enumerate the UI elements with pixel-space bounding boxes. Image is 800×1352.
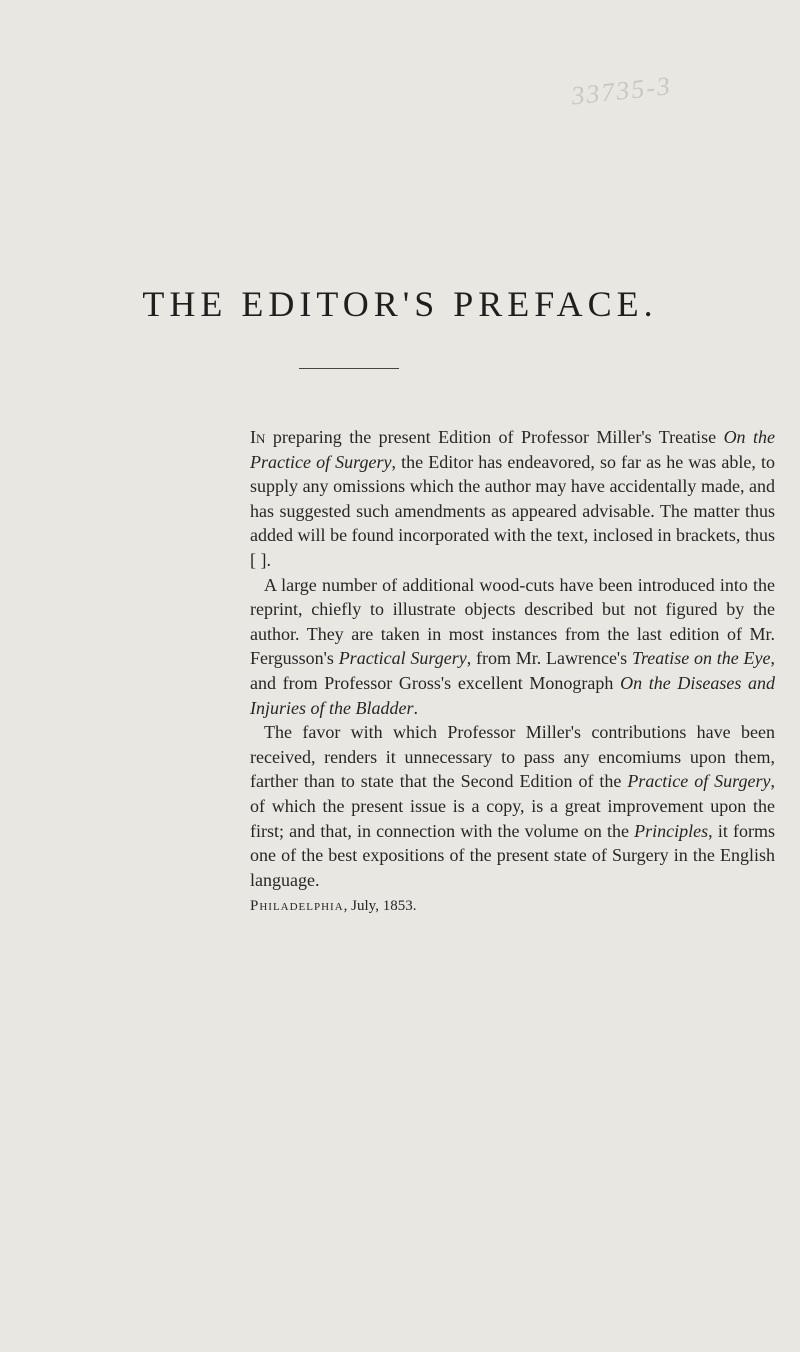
signature-place: Philadelphia — [250, 898, 344, 915]
paragraph-3-text-a: The favor with which Professor Miller's contributions have been received, renders it unnecessary to pass any encomiums upon them, farther than to state that the Second Edition of the — [250, 722, 775, 792]
paragraph-2-text-c: , and from Professor Gross's excellent Monograph — [250, 648, 775, 693]
pencil-marginalia: 33735-3 — [569, 71, 674, 111]
paragraph-1-text-b: , the Editor has endeavored, so far as he was able, to supply any omissions which the author may have accidentally made, and has suggested such amendments as appeared advisable. The matter thus added will be found incorporated with the text, inclosed in brackets, thus [ ]. — [250, 451, 775, 570]
paragraph-2-text-a: A large number of additional wood-cuts have been introduced into the reprint, chiefly to illustrate objects described but not figured by the author. They are taken in most instances from the last edition of Mr. Fergusson's — [250, 574, 775, 669]
drop-word: In — [250, 427, 266, 447]
paragraph-2-text-d: . — [413, 697, 418, 718]
paragraph-2-text-b: , from Mr. Lawrence's — [466, 648, 632, 669]
book-title-treatise-on-the-eye: Treatise on the Eye — [631, 648, 771, 669]
book-title-practical-surgery: Practical Surgery — [338, 648, 467, 669]
paragraph-1-text-a: preparing the present Edition of Professor Miller's Treatise — [265, 427, 724, 447]
page-title: THE EDITOR'S PREFACE. — [142, 284, 658, 324]
paragraph-3-text-b: , of which the present issue is a copy, is a great improvement upon the first; and that, in connection with the volume on the — [250, 771, 775, 841]
preface-body — [250, 425, 775, 919]
book-title-diseases-of-the-bladder: On the Diseases and Injuries of the Bladder — [250, 672, 776, 718]
paragraph-3-text-c: , it forms one of the best expositions of the present state of Surgery in the English language. — [250, 820, 775, 890]
title-rule — [299, 368, 399, 369]
signature-date: , July, 1853. — [343, 898, 417, 915]
book-title-practice-of-surgery-2: Practice of Surgery — [627, 771, 771, 792]
paragraph-2 — [250, 573, 775, 721]
book-title-principles: Principles — [634, 820, 709, 841]
paragraph-3 — [250, 720, 775, 892]
paragraph-1 — [250, 425, 775, 573]
book-title-practice-of-surgery: On the Practice of Surgery — [250, 427, 775, 472]
signature-line — [250, 894, 775, 919]
